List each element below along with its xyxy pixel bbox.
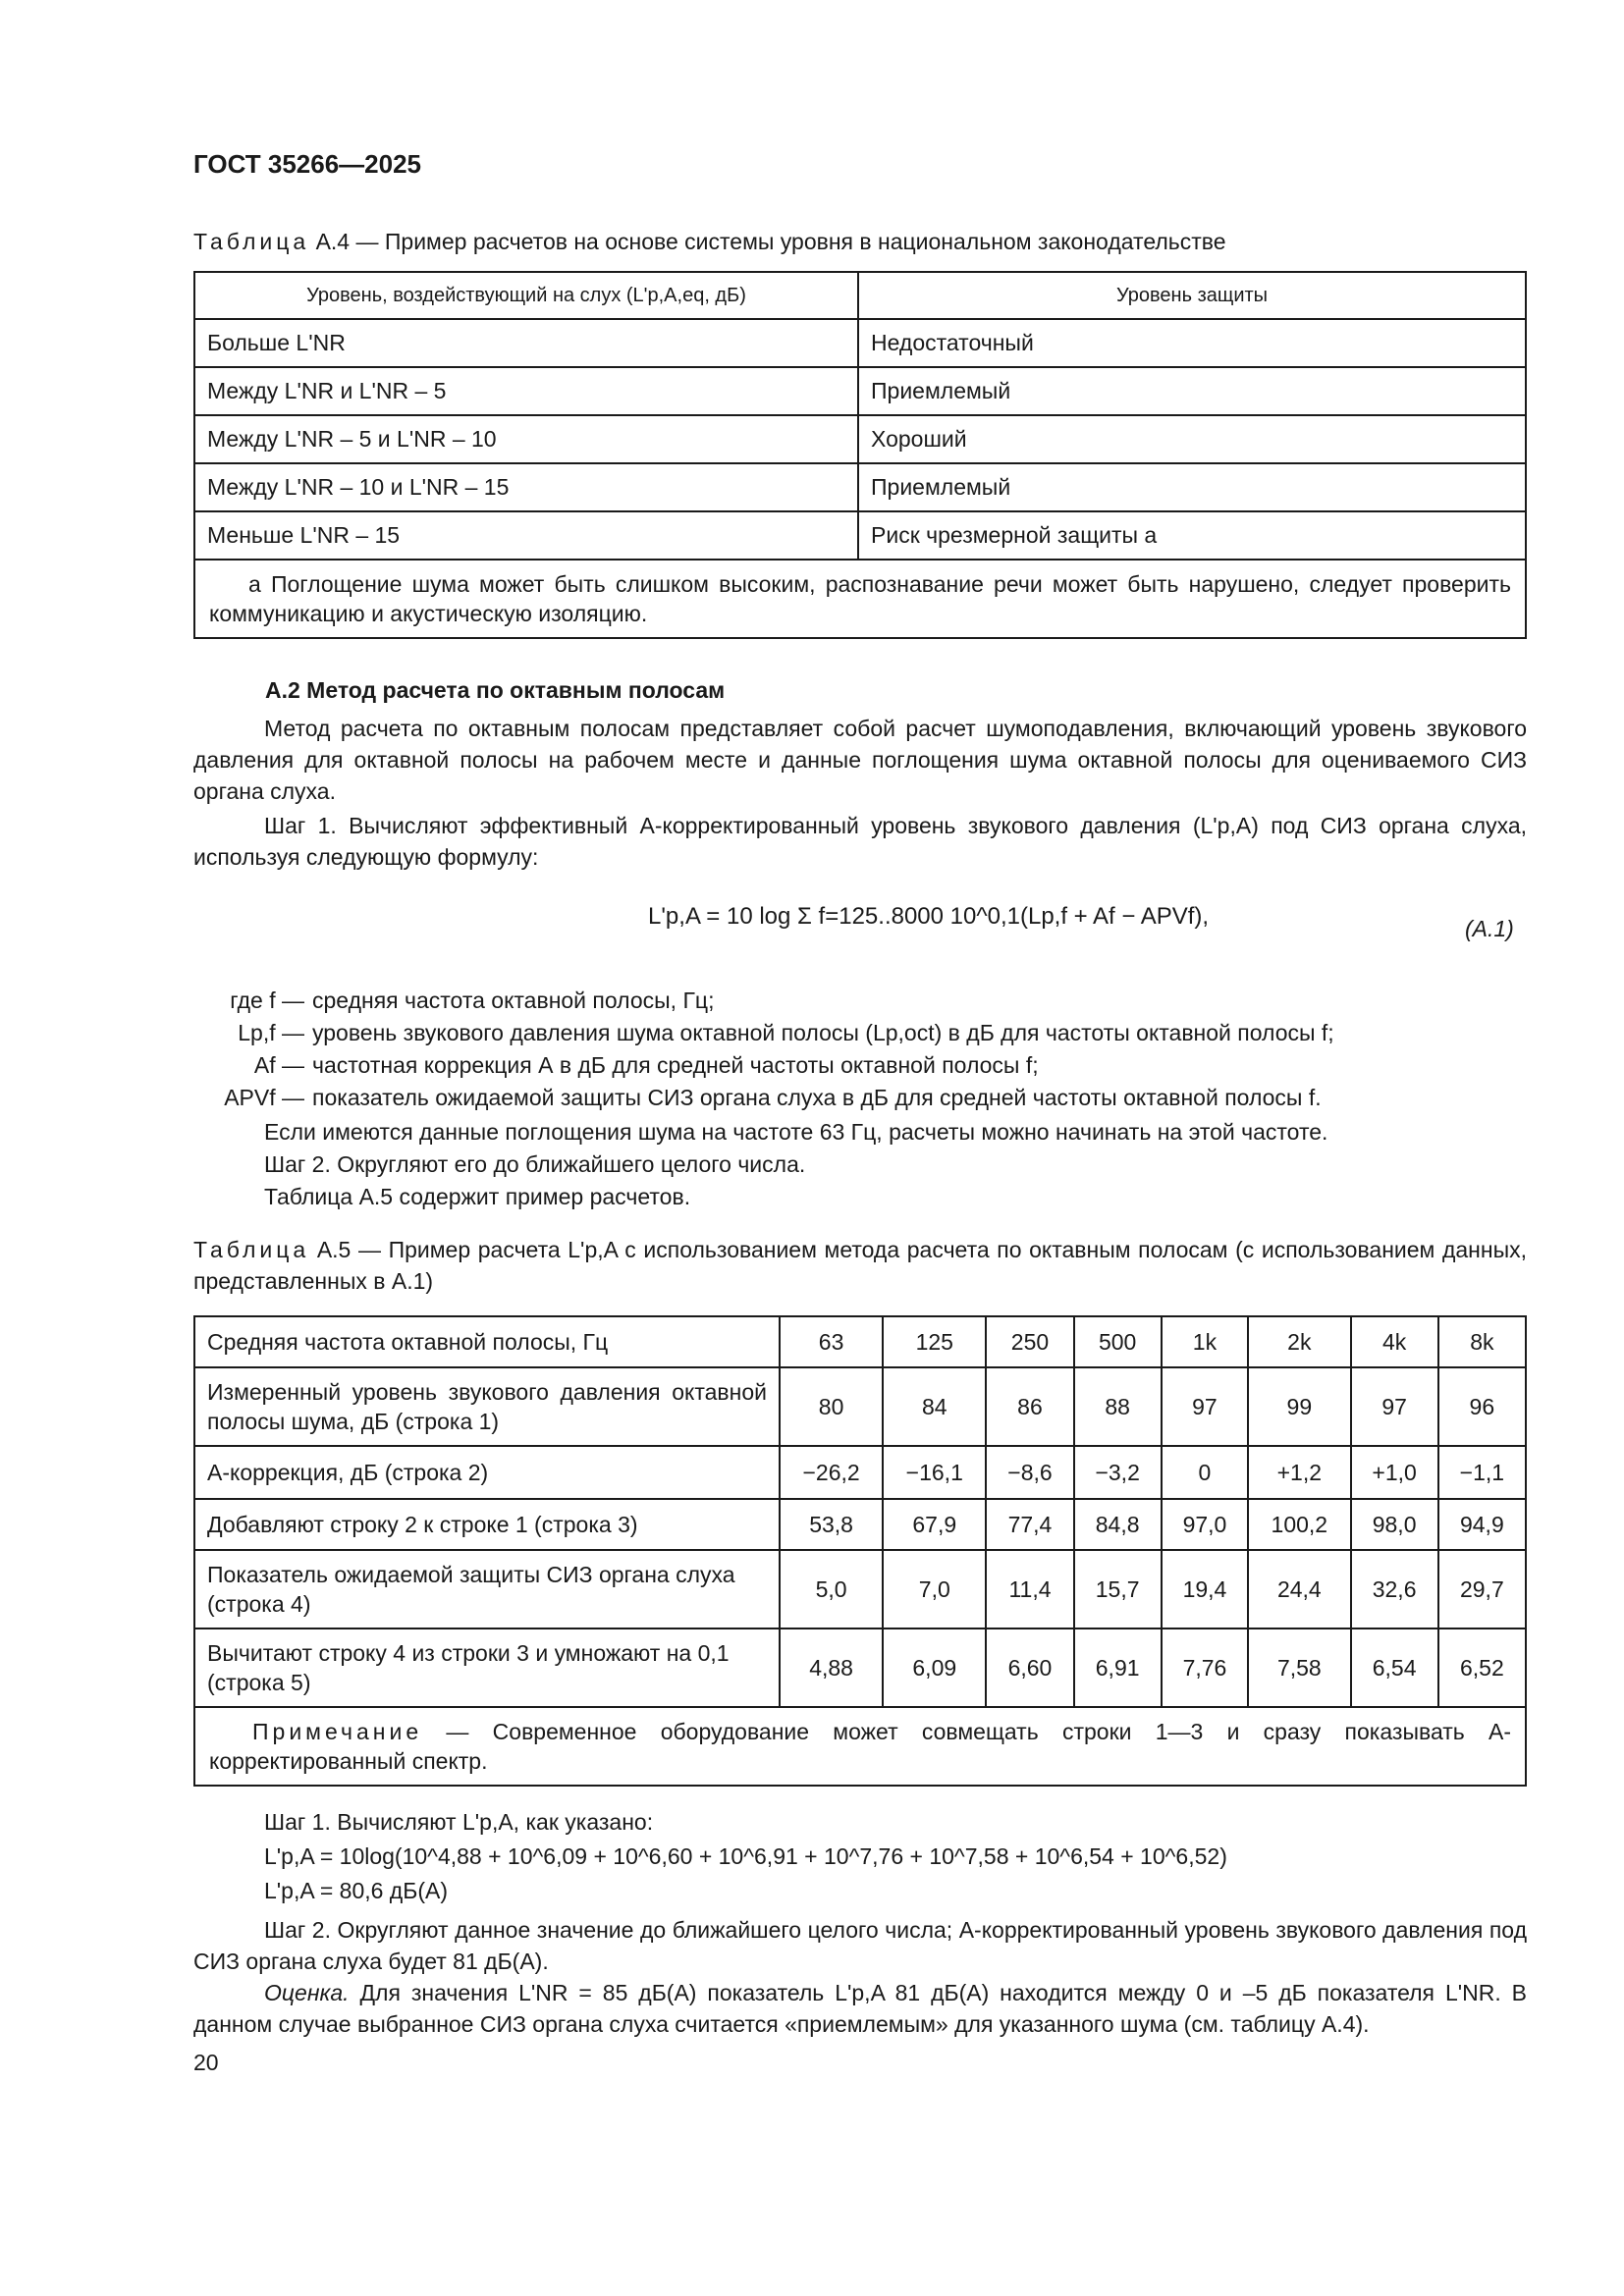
value-cell: +1,0 (1351, 1446, 1438, 1499)
formula-number: (А.1) (1465, 916, 1514, 941)
freq-cell: 2k (1248, 1316, 1350, 1367)
calc-eq2: L'p,A = 80,6 дБ(А) (264, 1878, 448, 1903)
table-a4 (193, 271, 1527, 639)
value-cell: 19,4 (1162, 1550, 1248, 1629)
value-cell: 80 (780, 1367, 883, 1446)
value-cell: 99 (1248, 1367, 1350, 1446)
freq-cell: 63 (780, 1316, 883, 1367)
value-cell: −16,1 (883, 1446, 986, 1499)
value-cell: 7,58 (1248, 1629, 1350, 1707)
where-desc: частотная коррекция А в дБ для средней частоты октавной полосы f; (312, 1052, 1039, 1078)
value-cell: 100,2 (1248, 1499, 1350, 1550)
table-a5-note-label: Примечание (252, 1719, 423, 1744)
value-cell: 6,09 (883, 1629, 986, 1707)
value-cell: 6,52 (1438, 1629, 1526, 1707)
row-label: Измеренный уровень звукового давления октавной полосы шума, дБ (строка 1) (194, 1367, 780, 1446)
table-ref: Таблица А.5 содержит пример расчетов. (264, 1184, 691, 1209)
table-a4-level: Между L'NR и L'NR – 5 (194, 367, 858, 415)
value-cell: 24,4 (1248, 1550, 1350, 1629)
value-cell: 98,0 (1351, 1499, 1438, 1550)
value-cell: 67,9 (883, 1499, 986, 1550)
value-cell: 11,4 (986, 1550, 1073, 1629)
table-a4-level: Между L'NR – 5 и L'NR – 10 (194, 415, 858, 463)
table-a5-caption (193, 1234, 1527, 1297)
value-cell: −26,2 (780, 1446, 883, 1499)
page-number: 20 (193, 2050, 219, 2075)
value-cell: 4,88 (780, 1629, 883, 1707)
table-a4-level: Больше L'NR (194, 319, 858, 367)
section-a2-title: А.2 Метод расчета по октавным полосам (265, 677, 726, 703)
value-cell: 77,4 (986, 1499, 1073, 1550)
where-list (193, 988, 1334, 1117)
table-a5-caption-text: А.5 — Пример расчета L'p,A с использованием метода расчета по октавным полосам (с использованием данных, представленных в А.1) (193, 1237, 1528, 1294)
value-cell: −1,1 (1438, 1446, 1526, 1499)
where-desc: уровень звукового давления шума октавной полосы (Lp,oct) в дБ для частоты октавной полосы f; (312, 1020, 1334, 1045)
row-label: А-коррекция, дБ (строка 2) (194, 1446, 780, 1499)
value-cell: 88 (1074, 1367, 1162, 1446)
row-label: Вычитают строку 4 из строки 3 и умножают на 0,1 (строка 5) (194, 1629, 780, 1707)
doc-id: ГОСТ 35266—2025 (193, 149, 421, 179)
freq-cell: 250 (986, 1316, 1073, 1367)
value-cell: 94,9 (1438, 1499, 1526, 1550)
value-cell: −3,2 (1074, 1446, 1162, 1499)
table-a4-level: Меньше L'NR – 15 (194, 511, 858, 560)
freq-cell: 125 (883, 1316, 986, 1367)
value-cell: 7,0 (883, 1550, 986, 1629)
table-a5-header-label: Средняя частота октавной полосы, Гц (194, 1316, 780, 1367)
assessment-label: Оценка. (264, 1980, 350, 2005)
where-desc: средняя частота октавной полосы, Гц; (312, 988, 715, 1013)
freq-cell: 8k (1438, 1316, 1526, 1367)
table-a4-protection: Приемлемый (858, 463, 1526, 511)
section-a2-intro: Метод расчета по октавным полосам представляет собой расчет шумоподавления, включающий уровень звукового давления для октавной полосы на рабочем месте и данные поглощения шума октавной полосы для оцениваемого СИЗ органа слуха. (193, 716, 1527, 804)
table-a5-note-text: — Современное оборудование может совмещать строки 1—3 и сразу показывать А-корректированный спектр. (209, 1719, 1512, 1774)
value-cell: −8,6 (986, 1446, 1073, 1499)
value-cell: 97,0 (1162, 1499, 1248, 1550)
where-symbol: Lp,f — (238, 1020, 304, 1045)
value-cell: 84 (883, 1367, 986, 1446)
table-a5-caption-label: Таблица (193, 1237, 310, 1262)
table-a4-protection: Недостаточный (858, 319, 1526, 367)
table-a4-protection: Хороший (858, 415, 1526, 463)
freq-cell: 4k (1351, 1316, 1438, 1367)
value-cell: 6,91 (1074, 1629, 1162, 1707)
calc-step2: Шаг 2. Округляют данное значение до ближайшего целого числа; А-корректированный уровень звукового давления под СИЗ органа слуха будет 81 дБ(А). (193, 1917, 1527, 1974)
row-label: Добавляют строку 2 к строке 1 (строка 3) (194, 1499, 780, 1550)
table-a4-level: Между L'NR – 10 и L'NR – 15 (194, 463, 858, 511)
calc-step1: Шаг 1. Вычисляют L'p,A, как указано: (264, 1809, 654, 1835)
freq-cell: 1k (1162, 1316, 1248, 1367)
value-cell: 32,6 (1351, 1550, 1438, 1629)
formula-a1: L'p,A = 10 log Σ f=125..8000 10^0,1(Lp,f + Af − APVf), (648, 903, 1210, 930)
freq-cell: 500 (1074, 1316, 1162, 1367)
table-a4-col2: Уровень защиты (858, 272, 1526, 319)
table-a4-footnote: a Поглощение шума может быть слишком высоким, распознавание речи может быть нарушено, следует проверить коммуникацию и акустическую изоляцию. (194, 560, 1526, 638)
value-cell: 5,0 (780, 1550, 883, 1629)
where-symbol: где f — (230, 988, 304, 1013)
value-cell: 97 (1351, 1367, 1438, 1446)
calc-eq1: L'p,A = 10log(10^4,88 + 10^6,09 + 10^6,60 + 10^6,91 + 10^7,76 + 10^7,58 + 10^6,54 + 10^6,52) (264, 1843, 1227, 1869)
note-63hz: Если имеются данные поглощения шума на частоте 63 Гц, расчеты можно начинать на этой частоте. (264, 1119, 1328, 1145)
assessment (193, 1977, 1527, 2040)
assessment-text: Для значения L'NR = 85 дБ(А) показатель L'p,A 81 дБ(А) находится между 0 и –5 дБ показателя L'NR. В данном случае выбранное СИЗ органа слуха считается «приемлемым» для указанного шума (см. таблицу А.4). (193, 1980, 1528, 2037)
value-cell: 96 (1438, 1367, 1526, 1446)
value-cell: 7,76 (1162, 1629, 1248, 1707)
table-a4-protection: Риск чрезмерной защиты a (858, 511, 1526, 560)
table-a4-protection: Приемлемый (858, 367, 1526, 415)
table-a4-caption (193, 229, 1226, 255)
value-cell: 97 (1162, 1367, 1248, 1446)
value-cell: 6,54 (1351, 1629, 1438, 1707)
where-desc: показатель ожидаемой защиты СИЗ органа слуха в дБ для средней частоты октавной полосы f. (312, 1085, 1322, 1110)
value-cell: +1,2 (1248, 1446, 1350, 1499)
value-cell: 15,7 (1074, 1550, 1162, 1629)
table-a5-note (194, 1707, 1526, 1786)
value-cell: 53,8 (780, 1499, 883, 1550)
section-a2-step1: Шаг 1. Вычисляют эффективный А-корректированный уровень звукового давления (L'p,A) под СИЗ органа слуха, используя следующую формулу: (193, 813, 1527, 870)
value-cell: 0 (1162, 1446, 1248, 1499)
value-cell: 86 (986, 1367, 1073, 1446)
value-cell: 6,60 (986, 1629, 1073, 1707)
value-cell: 29,7 (1438, 1550, 1526, 1629)
value-cell: 84,8 (1074, 1499, 1162, 1550)
table-a4-col1: Уровень, воздействующий на слух (L'p,A,eq, дБ) (194, 272, 858, 319)
table-a5 (193, 1315, 1527, 1787)
table-a4-caption-text: А.4 — Пример расчетов на основе системы уровня в национальном законодательстве (315, 229, 1226, 254)
step2-text: Шаг 2. Округляют его до ближайшего целого числа. (264, 1151, 806, 1177)
where-symbol: APVf — (224, 1085, 304, 1110)
where-symbol: Af — (253, 1052, 304, 1078)
table-a4-caption-label: Таблица (193, 229, 310, 254)
row-label: Показатель ожидаемой защиты СИЗ органа слуха (строка 4) (194, 1550, 780, 1629)
